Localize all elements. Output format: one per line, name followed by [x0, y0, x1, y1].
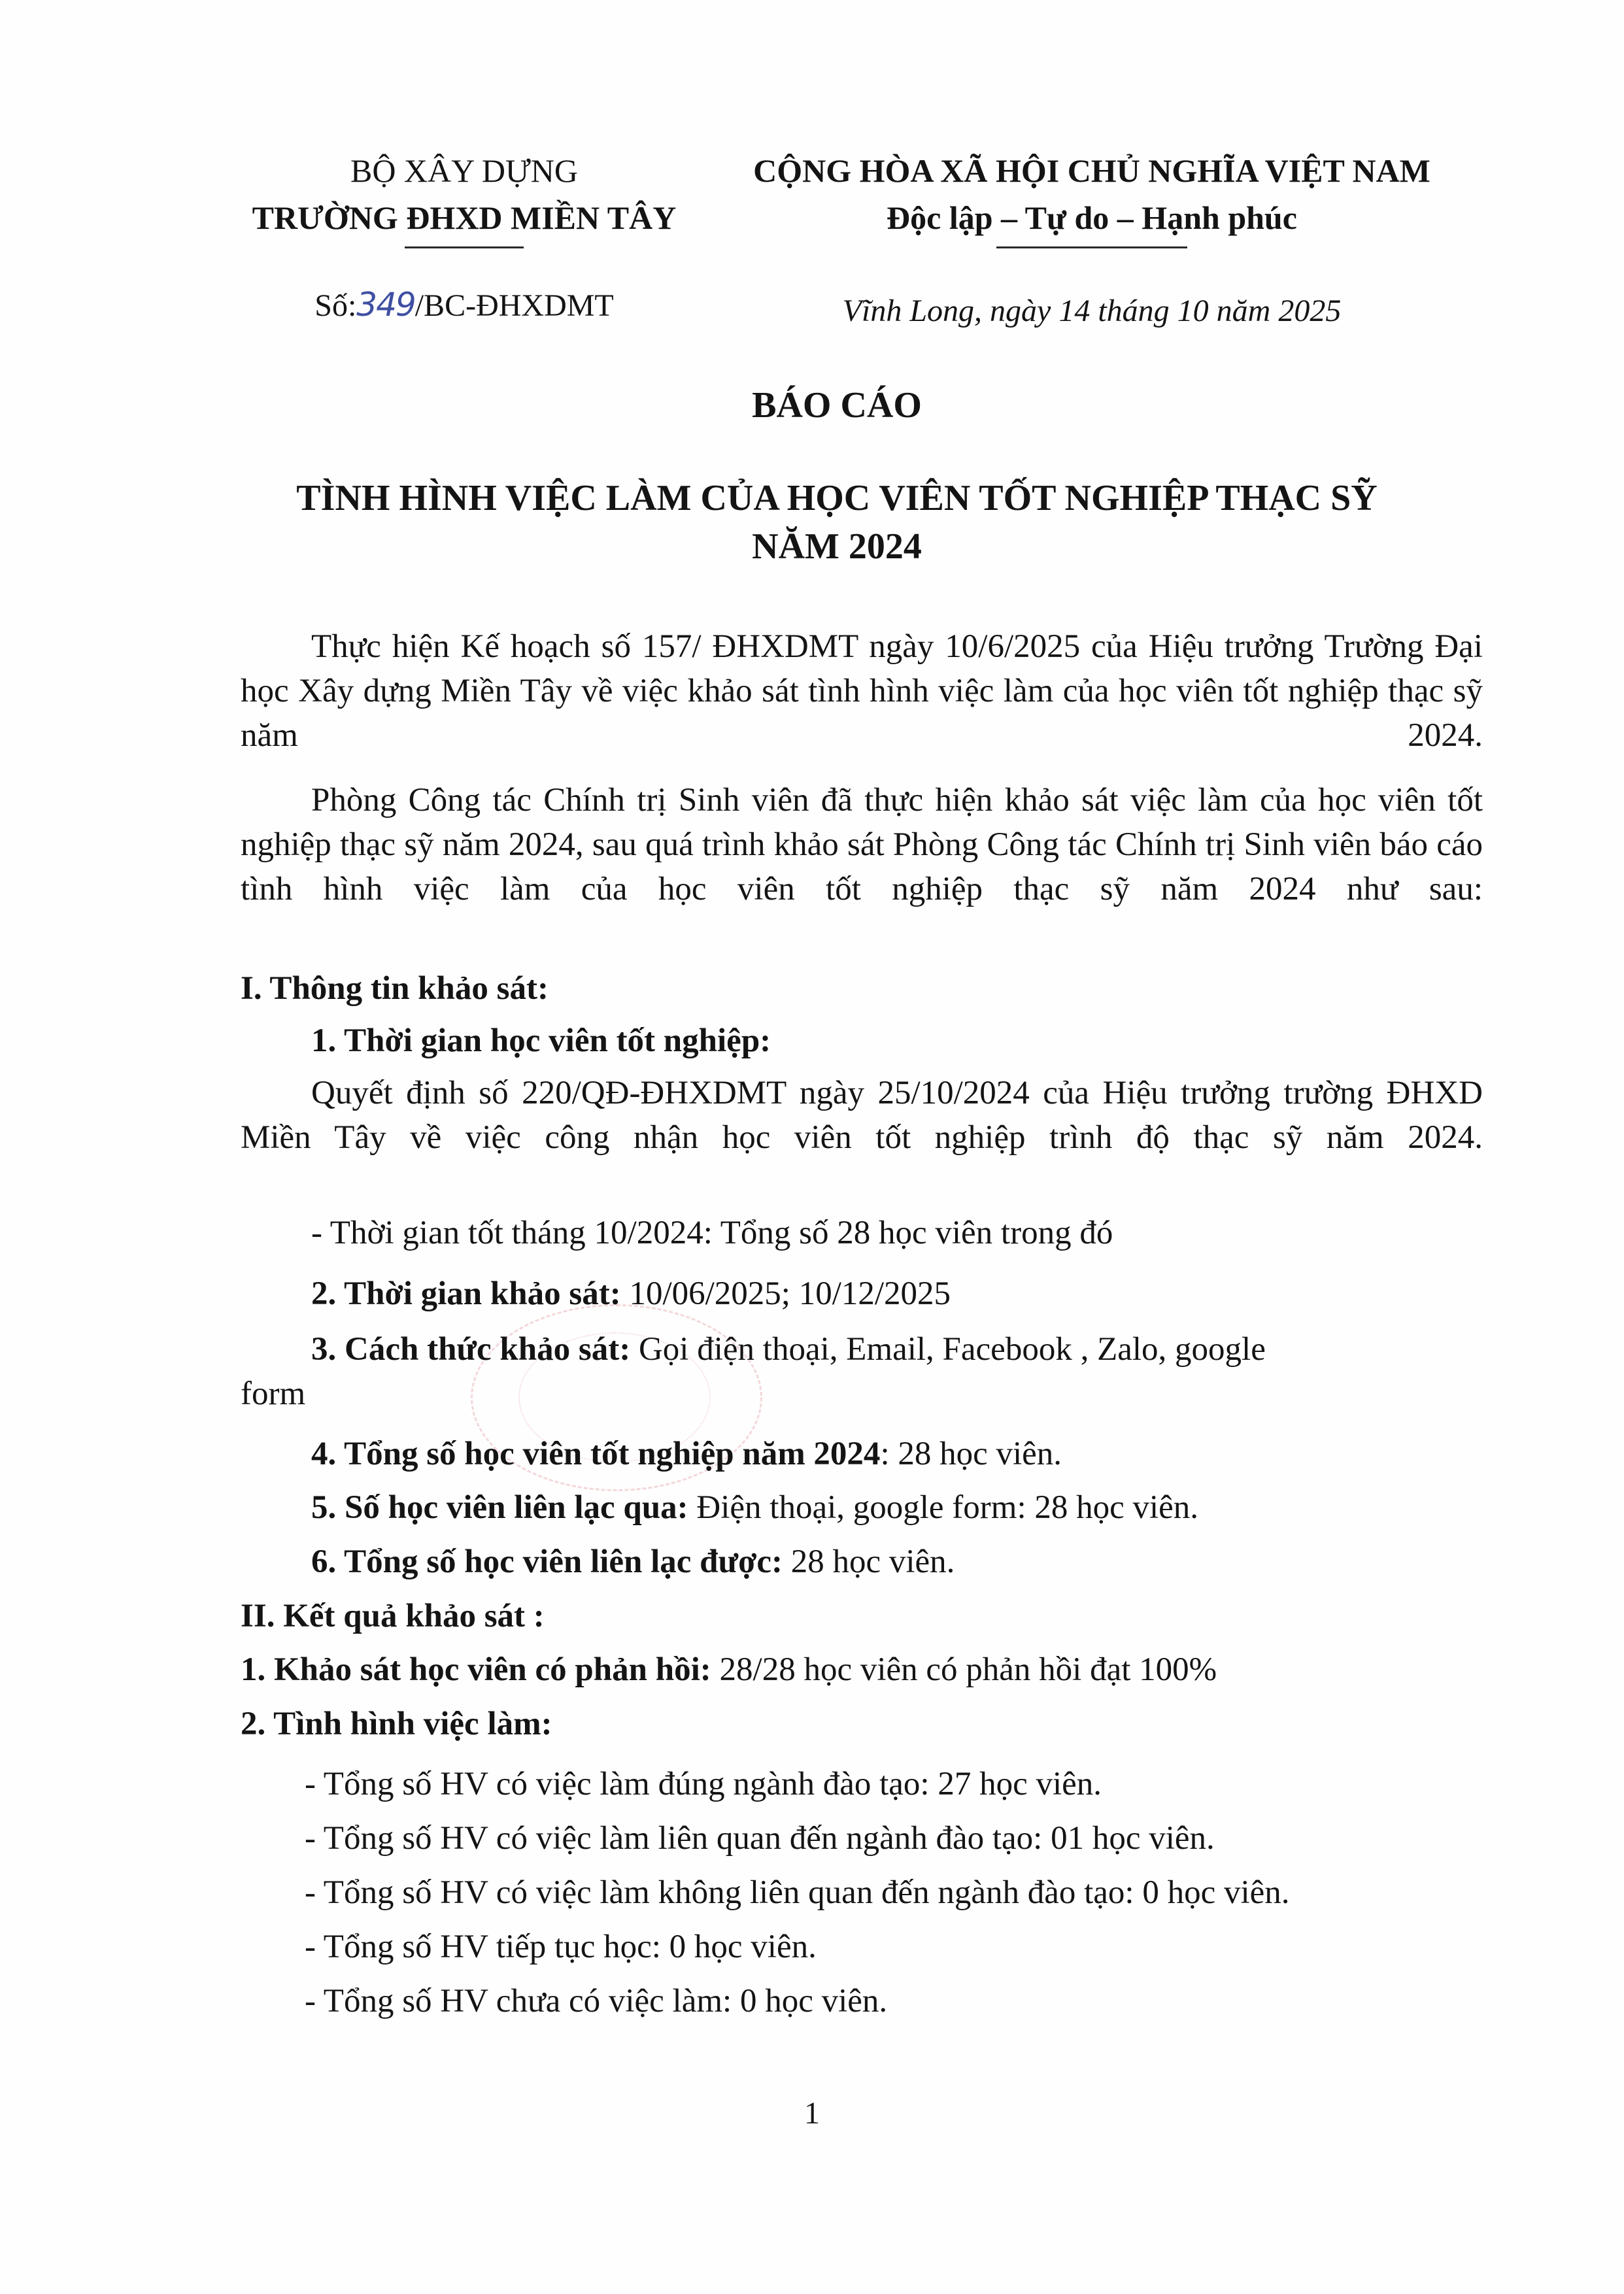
- item-4-label: 4. Tổng số học viên tốt nghiệp năm 2024: [311, 1436, 881, 1472]
- page-number: 1: [804, 2096, 820, 2131]
- item-6-label: 6. Tổng số học viên liên lạc được:: [311, 1543, 783, 1580]
- section-2-item-2: [241, 1702, 1483, 1746]
- section-1-item-5: [241, 1485, 1483, 1530]
- employment-item: - Tổng số HV chưa có việc làm: 0 học viên.: [305, 1983, 888, 2019]
- ministry-name: BỘ XÂY DỰNG: [350, 152, 579, 189]
- employment-item: - Tổng số HV có việc làm không liên quan đến ngành đào tạo: 0 học viên.: [305, 1874, 1290, 1911]
- section-1-item-2: [241, 1272, 1483, 1316]
- document-number-prefix: Số:: [314, 288, 357, 323]
- handwritten-number: 349: [356, 286, 415, 324]
- national-motto: Độc lập – Tự do – Hạnh phúc: [887, 199, 1297, 236]
- item-1-text: Quyết định số 220/QĐ-ĐHXDMT ngày 25/10/2024 của Hiệu trưởng trường ĐHXD Miền Tây về việc công nhận học viên tốt nghiệp trình độ thạc sỹ năm 2024.: [241, 1075, 1483, 1156]
- intro-text-1: Thực hiện Kế hoạch số 157/ ĐHXDMT ngày 10/6/2025 của Hiệu trưởng Trường Đại học Xây dựng Miền Tây về việc khảo sát tình hình việc làm của học viên tốt nghiệp thạc sỹ năm 2024.: [241, 628, 1483, 754]
- document-type: BÁO CÁO: [752, 385, 922, 426]
- motto-underline: [996, 246, 1187, 248]
- response-label: 1. Khảo sát học viên có phản hồi:: [241, 1651, 711, 1688]
- document-title-line-2: NĂM 2024: [752, 526, 922, 567]
- item-3-wrap: form: [241, 1375, 306, 1412]
- item-1-heading: 1. Thời gian học viên tốt nghiệp:: [311, 1022, 771, 1059]
- item-3-label: 3. Cách thức khảo sát:: [311, 1331, 631, 1368]
- document-title-line-1: TÌNH HÌNH VIỆC LÀM CỦA HỌC VIÊN TỐT NGHIỆP THẠC SỸ: [296, 478, 1378, 518]
- document-number-suffix: /BC-ĐHXDMT: [414, 288, 614, 323]
- employment-heading: 2. Tình hình việc làm:: [241, 1706, 552, 1742]
- intro-text-2: Phòng Công tác Chính trị Sinh viên đã thực hiện khảo sát việc làm của học viên tốt nghiệp thạc sỹ năm 2024, sau quá trình khảo sát Phòng Công tác Chính trị Sinh viên báo cáo tình hình việc làm của học viên tốt nghiệp thạc sỹ năm 2024 như sau:: [241, 782, 1483, 907]
- employment-item: - Tổng số HV có việc làm liên quan đến ngành đào tạo: 01 học viên.: [305, 1820, 1215, 1857]
- place-and-date: Vĩnh Long, ngày 14 tháng 10 năm 2025: [842, 294, 1342, 328]
- country-name: CỘNG HÒA XÃ HỘI CHỦ NGHĨA VIỆT NAM: [753, 152, 1430, 189]
- item-2-label: 2. Thời gian khảo sát:: [311, 1275, 621, 1312]
- intro-paragraph-2: [241, 778, 1483, 956]
- section-1-item-3: [241, 1327, 1483, 1416]
- item-1-bullet: - Thời gian tốt tháng 10/2024: Tổng số 28 học viên trong đó: [311, 1215, 1113, 1251]
- section-1: [241, 966, 1483, 1011]
- item-4-value: : 28 học viên.: [880, 1436, 1062, 1472]
- school-name: TRƯỜNG ĐHXD MIỀN TÂY: [252, 199, 677, 236]
- employment-list: [241, 1757, 1483, 2029]
- document-number: [216, 281, 713, 329]
- item-5-label: 5. Số học viên liên lạc qua:: [311, 1489, 688, 1526]
- section-1-item-4: [241, 1432, 1483, 1476]
- section-1-item-6: [241, 1540, 1483, 1584]
- issuer-block: [216, 147, 713, 248]
- response-value: 28/28 học viên có phản hồi đạt 100%: [711, 1651, 1217, 1688]
- item-6-value: 28 học viên.: [782, 1543, 955, 1580]
- section-1-heading: I. Thông tin khảo sát:: [241, 970, 549, 1007]
- section-1-item-1: [241, 1019, 1483, 1255]
- employment-item: - Tổng số HV tiếp tục học: 0 học viên.: [305, 1929, 817, 1965]
- intro-paragraph-1: [241, 624, 1483, 802]
- section-2-heading: II. Kết quả khảo sát :: [241, 1598, 545, 1634]
- item-3-value: Gọi điện thoại, Email, Facebook , Zalo, google: [630, 1331, 1266, 1368]
- item-5-value: Điện thoại, google form: 28 học viên.: [688, 1489, 1199, 1526]
- issuer-underline: [405, 246, 524, 248]
- national-heading-block: [722, 147, 1461, 248]
- item-2-value: 10/06/2025; 10/12/2025: [620, 1275, 951, 1312]
- section-2: [241, 1594, 1483, 1638]
- employment-item: - Tổng số HV có việc làm đúng ngành đào tạo: 27 học viên.: [305, 1766, 1102, 1802]
- section-2-item-1: [241, 1647, 1483, 1692]
